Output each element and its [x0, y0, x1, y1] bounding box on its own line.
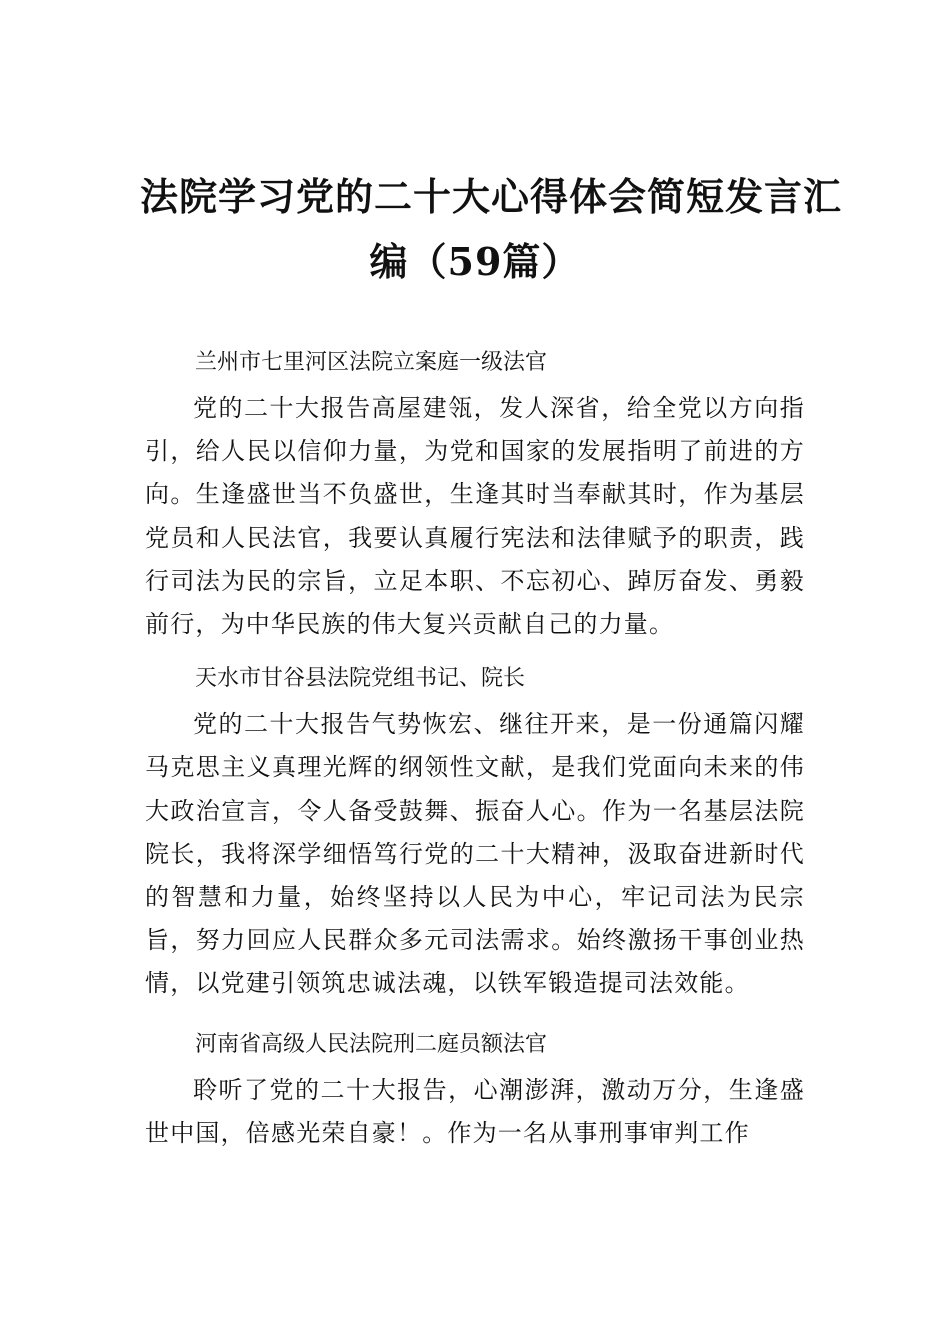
- section-speaker-3: 河南省高级人民法院刑二庭员额法官: [195, 1031, 548, 1057]
- document-title-line-2: 编（59篇）: [369, 239, 581, 284]
- section-paragraph-2: 党的二十大报告气势恢宏、继往开来，是一份通篇闪耀马克思主义真理光辉的纲领性文献，是我们党面向未来的伟大政治宣言，令人备受鼓舞、振奋人心。作为一名基层法院院长，我将深学细悟笃行党的二十大精神，汲取奋进新时代的智慧和力量，始终坚持以人民为中心，牢记司法为民宗旨，努力回应人民群众多元司法需求。始终激扬干事创业热情，以党建引领筑忠诚法魂，以铁军锻造提司法效能。: [145, 710, 805, 998]
- section-speaker-1: 兰州市七里河区法院立案庭一级法官: [195, 350, 548, 375]
- section-paragraph-3: 聆听了党的二十大报告，心潮澎湃，激动万分，生逢盛世中国，倍感光荣自豪！。作为一名从事刑事审判工作: [145, 1075, 805, 1147]
- section-speaker-2: 天水市甘谷县法院党组书记、院长: [195, 666, 526, 692]
- document-body: [145, 338, 805, 1155]
- section-paragraph-1: 党的二十大报告高屋建瓴，发人深省，给全党以方向指引，给人民以信仰力量，为党和国家的发展指明了前进的方向。生逢盛世当不负盛世，生逢其时当奉献其时，作为基层党员和人民法官，我要认真履行宪法和法律赋予的职责，践行司法为民的宗旨，立足本职、不忘初心、踔厉奋发、勇毅前行，为中华民族的伟大复兴贡献自己的力量。: [145, 394, 805, 639]
- document-title-line-1: 法院学习党的二十大心得体会简短发言汇: [140, 174, 843, 219]
